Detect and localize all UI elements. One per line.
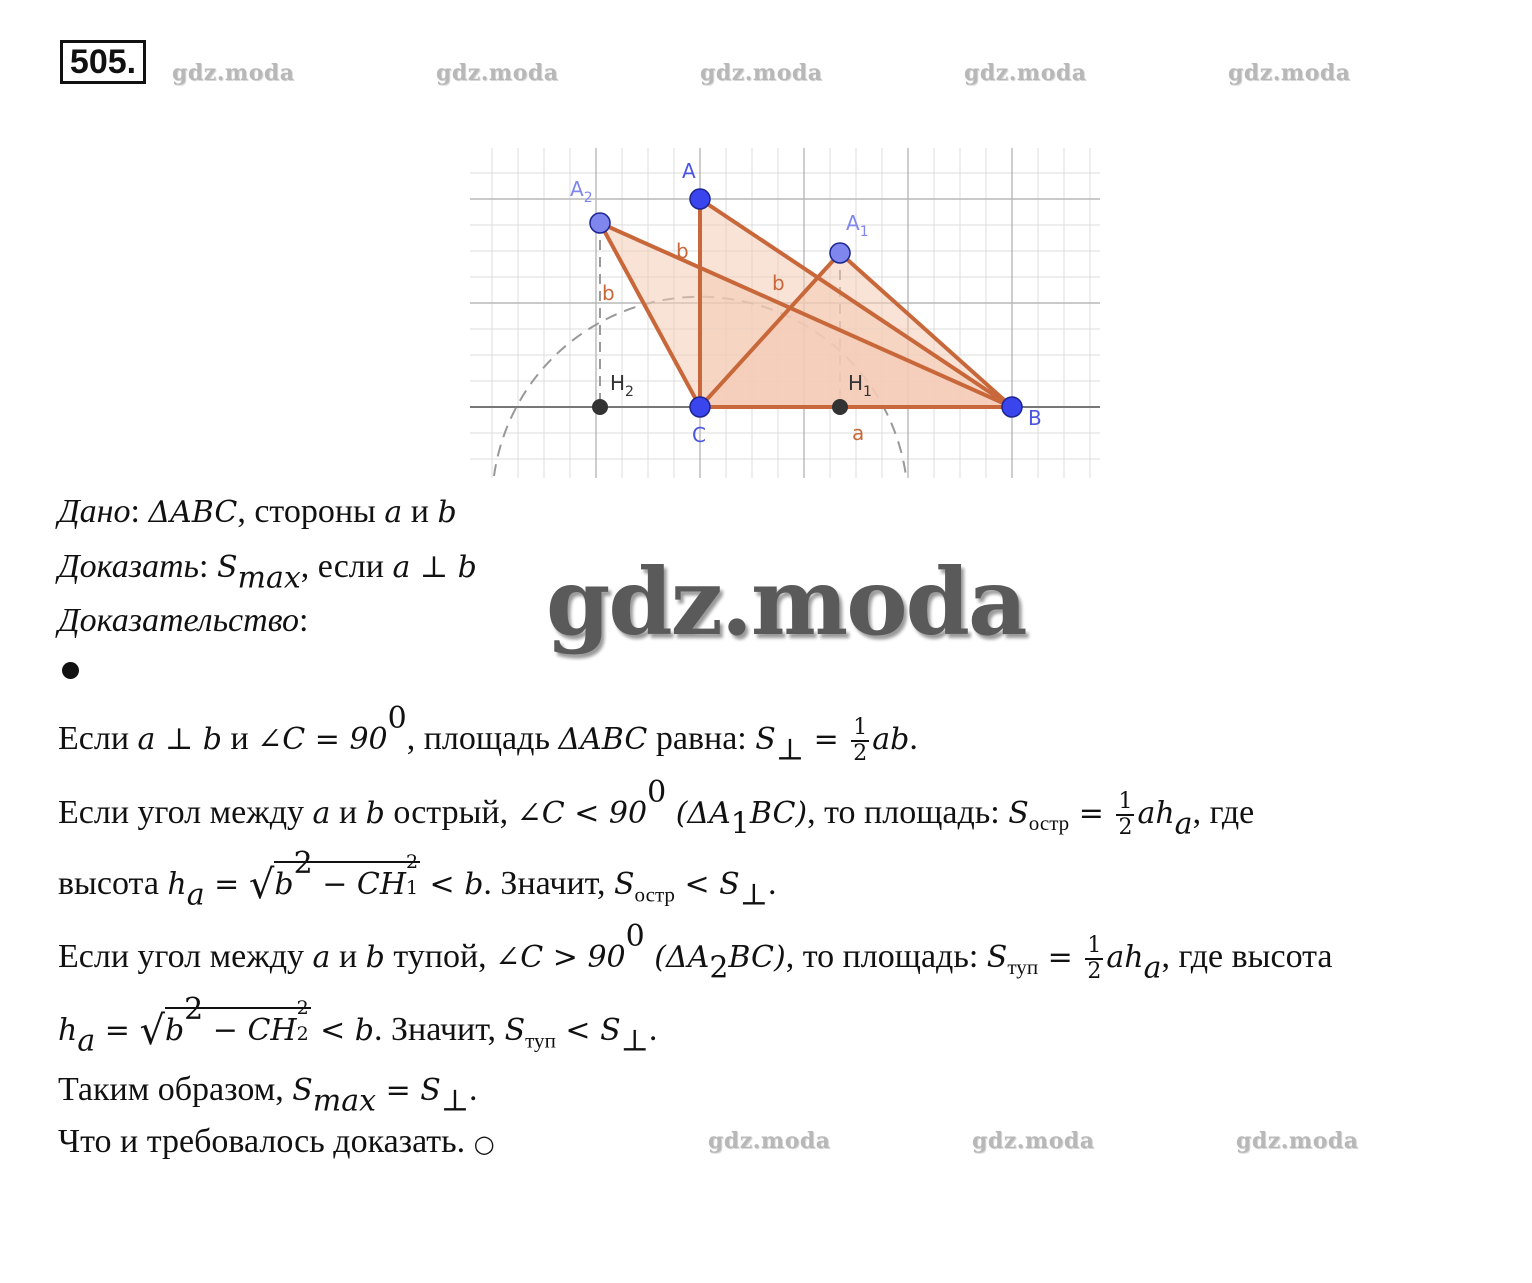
label-a1: $A_1$ bbox=[846, 211, 869, 240]
side-label-b: b bbox=[676, 239, 689, 263]
side-label-b: b bbox=[772, 271, 785, 295]
label-h2: $H_2$ bbox=[610, 371, 634, 400]
watermark: gdz.moda bbox=[1236, 1128, 1359, 1154]
watermark: gdz.moda bbox=[172, 60, 295, 86]
label-h1: $H_1$ bbox=[848, 371, 872, 400]
end-of-proof-icon: ○ bbox=[473, 1130, 495, 1158]
point-a2 bbox=[590, 213, 610, 233]
geometry-figure bbox=[470, 148, 1102, 480]
given-line: Дано: ΔABC, стороны a и b bbox=[58, 493, 457, 530]
watermark: gdz.moda bbox=[1228, 60, 1351, 86]
label-a2: $A_2$ bbox=[570, 177, 593, 206]
problem-number: 505. bbox=[60, 40, 146, 84]
watermark: gdz.moda bbox=[700, 60, 823, 86]
side-label-b: b bbox=[602, 281, 615, 305]
bullet bbox=[62, 662, 79, 679]
point-c bbox=[690, 397, 710, 417]
point-b bbox=[1002, 397, 1022, 417]
proof-line-4: Если угол между a и b тупой, ∠C > $90^0$ $(\Delta A_2BC)$, то площадь: $S_{туп}$ = $\frac{1}{2}$ $ah_a$, где высота bbox=[58, 918, 1333, 986]
point-h1 bbox=[832, 399, 848, 415]
point-a1 bbox=[830, 243, 850, 263]
point-h2 bbox=[592, 399, 608, 415]
watermark: gdz.moda bbox=[436, 60, 559, 86]
proof-line-6: Таким образом, $S_{max} = S_\perp$. bbox=[58, 1071, 478, 1119]
proof-line-5: $h_a = √b^2$ − CH 2 2 < b. Значит, $S_{туп} < S_\perp$. bbox=[58, 992, 658, 1059]
watermark: gdz.moda bbox=[964, 60, 1087, 86]
label-b: B bbox=[1028, 406, 1042, 430]
label-a: A bbox=[682, 159, 696, 183]
watermark: gdz.moda bbox=[708, 1128, 831, 1154]
proof-line-7: Что и требовалось доказать. ○ bbox=[58, 1123, 495, 1160]
watermark: gdz.moda bbox=[972, 1128, 1095, 1154]
point-a bbox=[690, 189, 710, 209]
side-label-a: a bbox=[852, 421, 865, 445]
label-c: C bbox=[692, 423, 706, 447]
proof-line-1: Если a ⊥ b и ∠C = $90^0$, площадь ΔABC равна: $S_\perp$ = $\frac{1}{2}$ ab. bbox=[58, 700, 918, 768]
proof-label: Доказательство: bbox=[58, 602, 309, 639]
watermark-large: gdz.moda bbox=[546, 548, 1026, 656]
proof-line-3: высота $h_a = √b^2$ − CH 2 1 < b. Значит, $S_{остр} < S_\perp$. bbox=[58, 846, 777, 913]
proof-line-2: Если угол между a и b острый, ∠C < $90^0$ $(\Delta A_1BC)$, то площадь: $S_{остр}$ = $\frac{1}{2}$ $ah_a$, где bbox=[58, 774, 1255, 842]
prove-line: Доказать: $S_{max}$, если a ⊥ b bbox=[58, 548, 477, 596]
